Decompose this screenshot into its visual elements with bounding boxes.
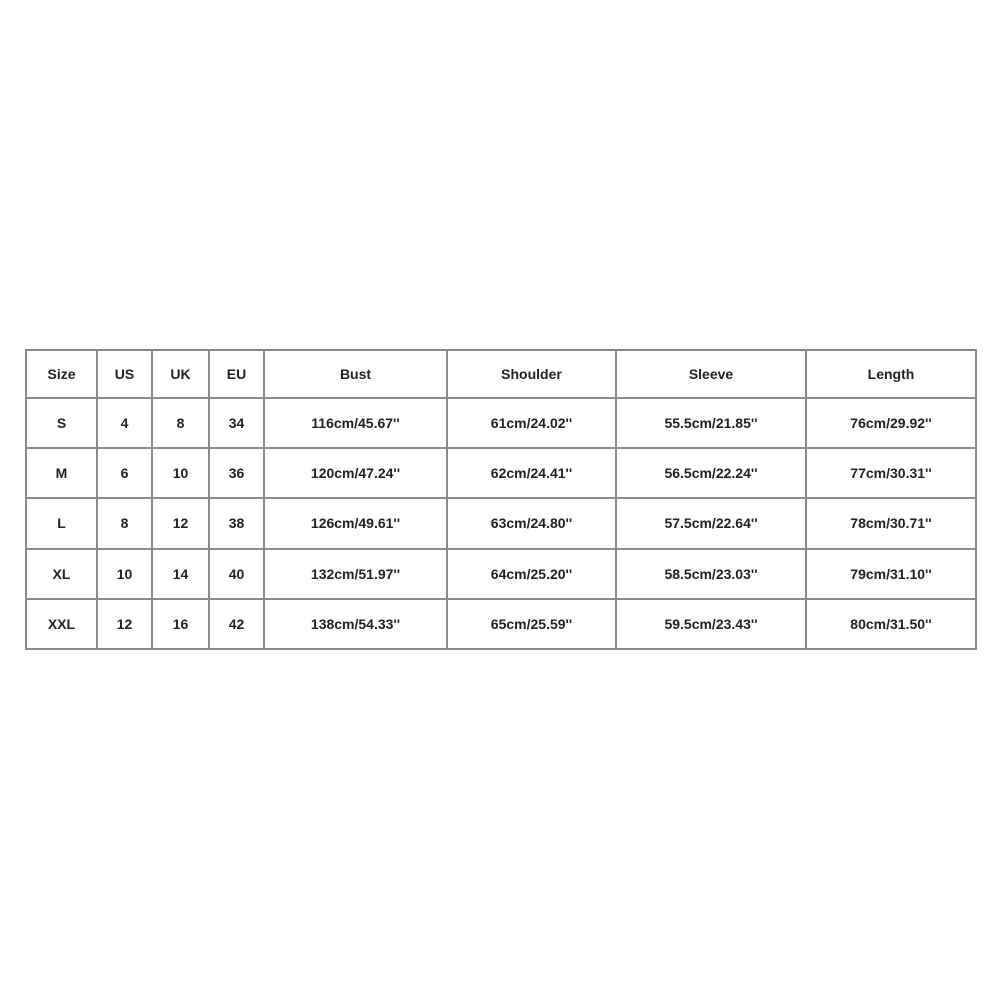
cell-eu: 34 <box>209 398 264 448</box>
cell-uk: 16 <box>152 599 209 649</box>
cell-length: 79cm/31.10'' <box>806 549 976 599</box>
cell-uk: 12 <box>152 498 209 548</box>
cell-shoulder: 65cm/25.59'' <box>447 599 616 649</box>
cell-size: XL <box>26 549 97 599</box>
cell-us: 6 <box>97 448 152 498</box>
header-length: Length <box>806 350 976 398</box>
header-bust: Bust <box>264 350 447 398</box>
cell-shoulder: 63cm/24.80'' <box>447 498 616 548</box>
cell-length: 76cm/29.92'' <box>806 398 976 448</box>
table-row <box>26 549 976 599</box>
cell-eu: 42 <box>209 599 264 649</box>
size-chart-table <box>25 349 977 650</box>
cell-size: XXL <box>26 599 97 649</box>
cell-uk: 8 <box>152 398 209 448</box>
cell-eu: 38 <box>209 498 264 548</box>
header-us: US <box>97 350 152 398</box>
table-row <box>26 398 976 448</box>
table-row <box>26 599 976 649</box>
cell-bust: 138cm/54.33'' <box>264 599 447 649</box>
header-size: Size <box>26 350 97 398</box>
cell-length: 78cm/30.71'' <box>806 498 976 548</box>
cell-sleeve: 55.5cm/21.85'' <box>616 398 806 448</box>
cell-eu: 40 <box>209 549 264 599</box>
cell-bust: 132cm/51.97'' <box>264 549 447 599</box>
cell-size: L <box>26 498 97 548</box>
cell-size: S <box>26 398 97 448</box>
cell-length: 80cm/31.50'' <box>806 599 976 649</box>
cell-shoulder: 62cm/24.41'' <box>447 448 616 498</box>
cell-bust: 116cm/45.67'' <box>264 398 447 448</box>
cell-shoulder: 64cm/25.20'' <box>447 549 616 599</box>
cell-uk: 14 <box>152 549 209 599</box>
cell-size: M <box>26 448 97 498</box>
cell-eu: 36 <box>209 448 264 498</box>
cell-sleeve: 57.5cm/22.64'' <box>616 498 806 548</box>
header-shoulder: Shoulder <box>447 350 616 398</box>
cell-length: 77cm/30.31'' <box>806 448 976 498</box>
cell-us: 12 <box>97 599 152 649</box>
cell-us: 10 <box>97 549 152 599</box>
table-row <box>26 498 976 548</box>
table-row <box>26 448 976 498</box>
cell-uk: 10 <box>152 448 209 498</box>
cell-sleeve: 56.5cm/22.24'' <box>616 448 806 498</box>
header-uk: UK <box>152 350 209 398</box>
cell-us: 4 <box>97 398 152 448</box>
cell-bust: 120cm/47.24'' <box>264 448 447 498</box>
header-sleeve: Sleeve <box>616 350 806 398</box>
cell-sleeve: 58.5cm/23.03'' <box>616 549 806 599</box>
cell-us: 8 <box>97 498 152 548</box>
cell-shoulder: 61cm/24.02'' <box>447 398 616 448</box>
cell-bust: 126cm/49.61'' <box>264 498 447 548</box>
header-row <box>26 350 976 398</box>
header-eu: EU <box>209 350 264 398</box>
cell-sleeve: 59.5cm/23.43'' <box>616 599 806 649</box>
